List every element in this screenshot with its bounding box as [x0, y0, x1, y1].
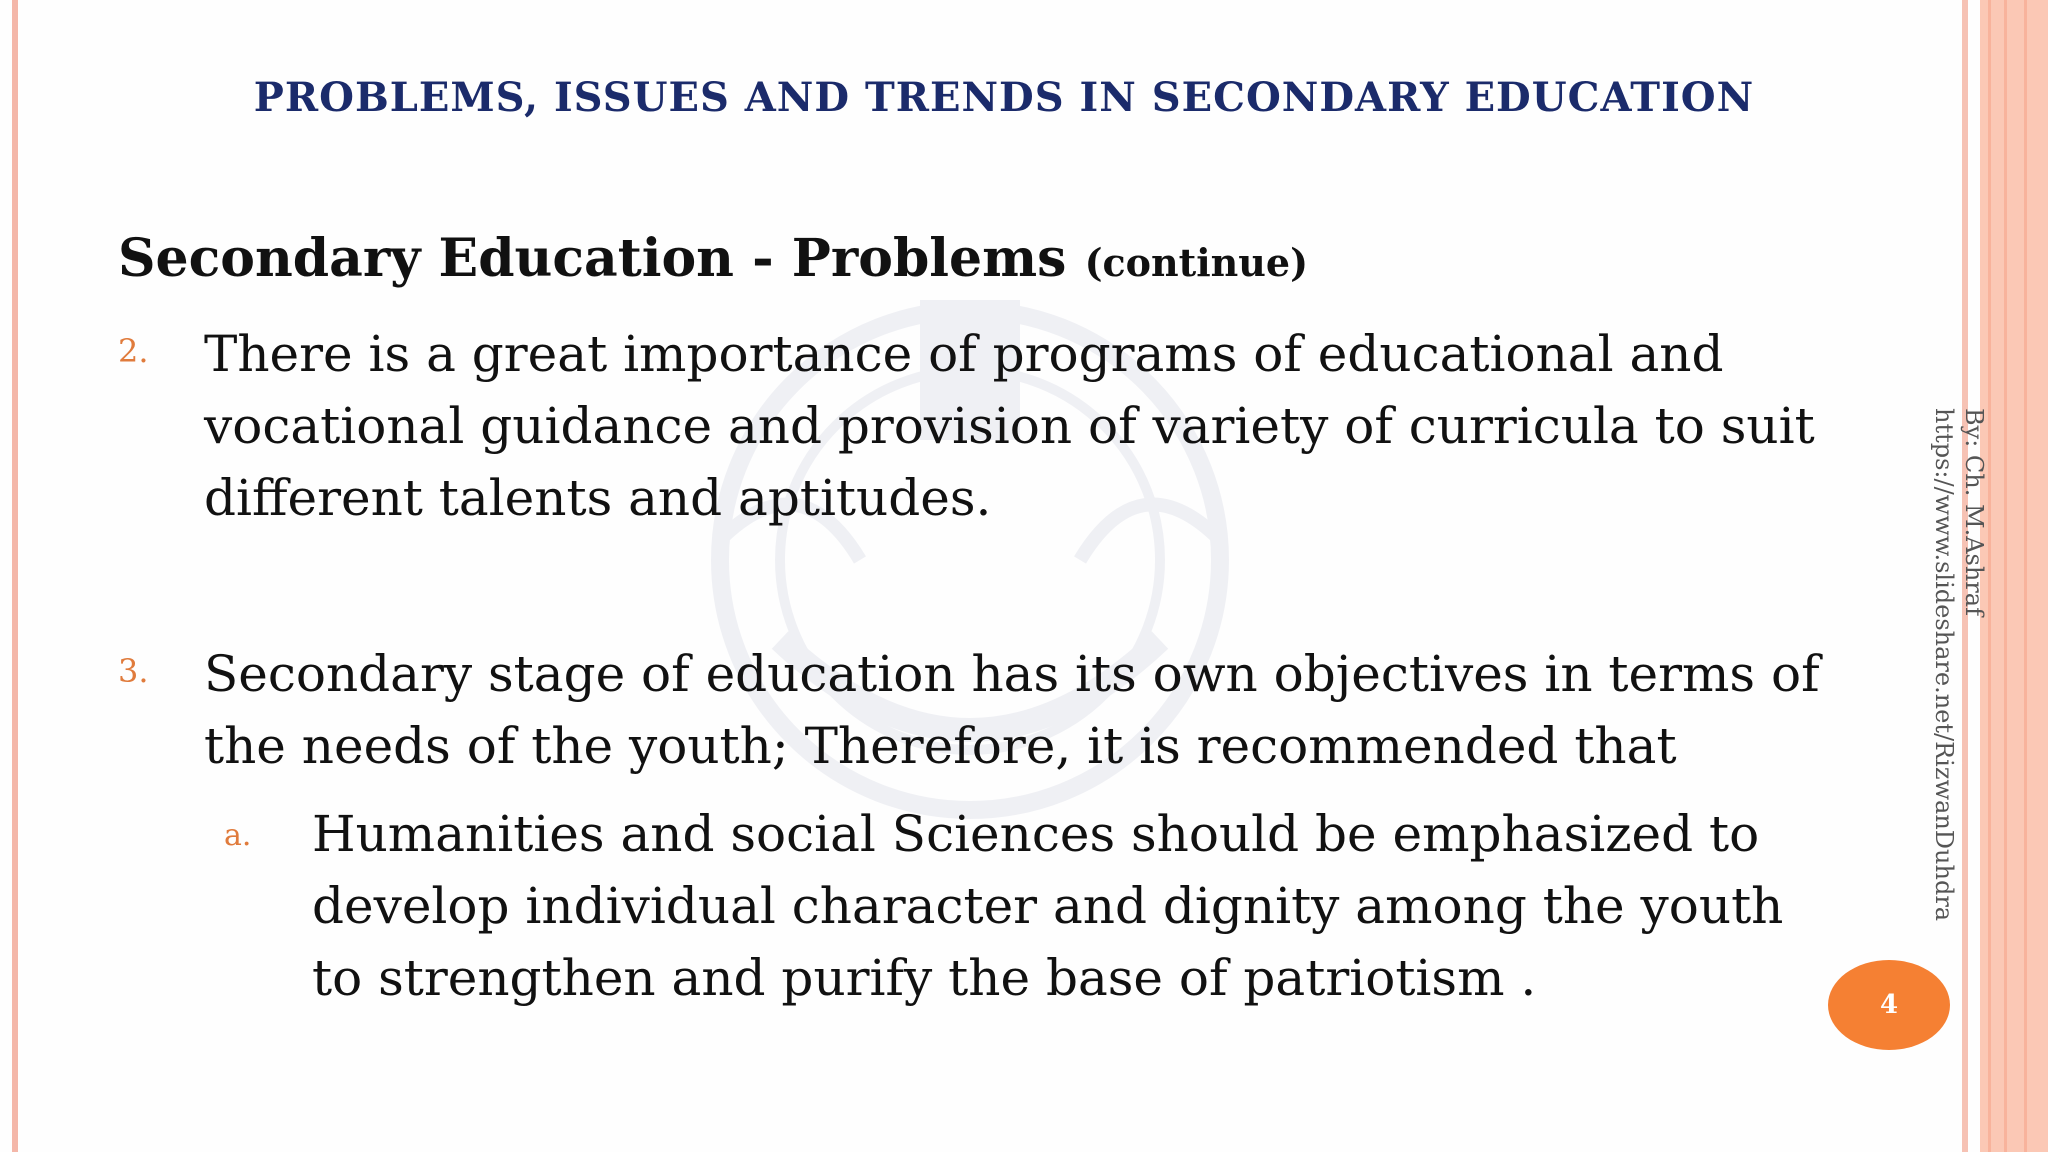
left-border-stripe — [12, 0, 18, 1152]
sub-list-item-letter: a. — [224, 818, 252, 853]
right-band-line — [2024, 0, 2027, 1152]
credit-url: https://www.slideshare.net/RizwanDuhdra — [1930, 408, 1958, 922]
list-item-text: There is a great importance of programs of educational and vocational guidance and provision of variety of curricula to suit different talents and aptitudes. — [204, 325, 1815, 527]
sub-list-item-text: Humanities and social Sciences should be emphasized to develop individual character and dignity among the youth to strengthen and purify the base of patriotism . — [312, 805, 1784, 1007]
side-credit — [1930, 408, 2010, 922]
section-heading-suffix: (continue) — [1084, 240, 1309, 285]
page-number-badge: 4 — [1828, 960, 1950, 1050]
list-item-text: Secondary stage of education has its own objectives in terms of the needs of the youth; Therefore, it is recommended that — [204, 645, 1820, 775]
list-item-number: 2. — [118, 332, 149, 370]
section-heading — [118, 228, 1308, 289]
slide-title: PROBLEMS, ISSUES AND TRENDS IN SECONDARY EDUCATION — [253, 74, 1755, 121]
section-heading-main: Secondary Education - Problems — [118, 228, 1067, 289]
credit-author: By: Ch. M.Ashraf — [1960, 408, 1988, 616]
list-item-number: 3. — [118, 652, 149, 690]
